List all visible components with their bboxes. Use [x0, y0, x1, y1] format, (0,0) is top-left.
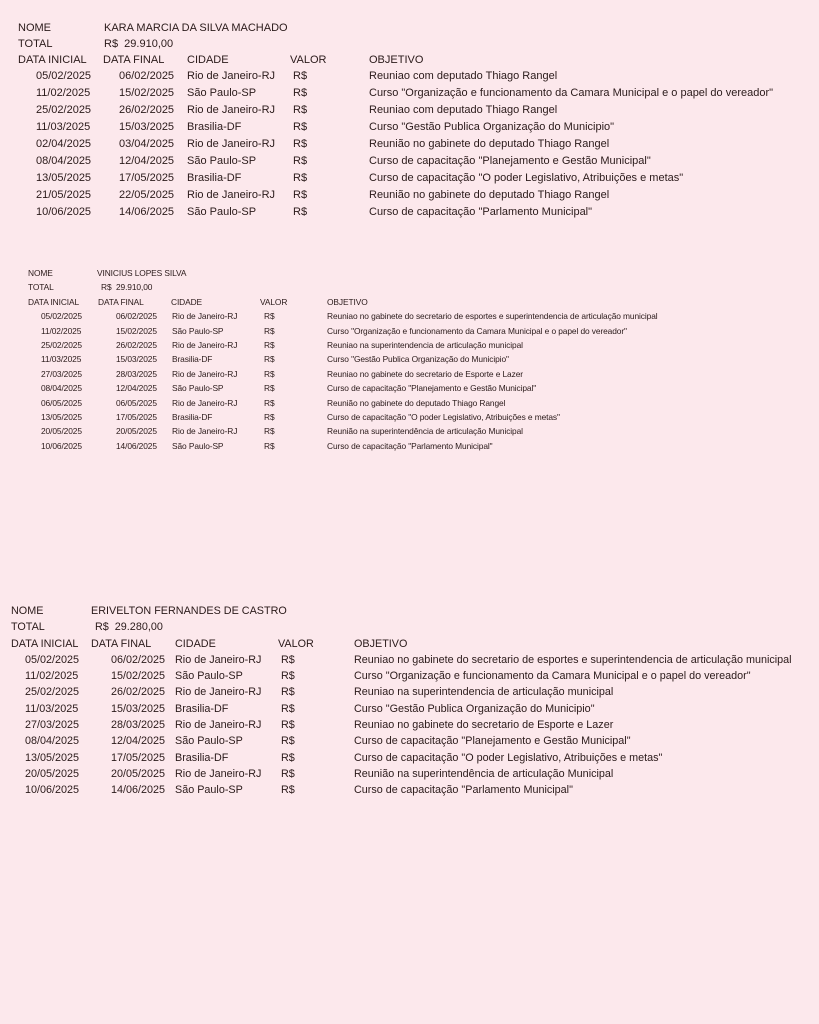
- cell-data-inicial: 05/02/2025: [36, 70, 92, 82]
- cell-data-final: 14/06/2025: [119, 206, 175, 218]
- cell-data-final: 26/02/2025: [119, 104, 175, 116]
- header-objetivo: OBJETIVO: [354, 637, 408, 650]
- cell-data-inicial: 10/06/2025: [25, 784, 80, 797]
- total-label: TOTAL: [28, 282, 54, 293]
- cell-cidade: Brasilia-DF: [172, 411, 213, 422]
- cell-data-inicial: 10/06/2025: [36, 206, 92, 218]
- cell-data-inicial: 10/06/2025: [41, 440, 82, 451]
- cell-data-inicial: 13/05/2025: [25, 751, 80, 764]
- cell-data-inicial: 20/05/2025: [41, 426, 82, 437]
- header-data-inicial: DATA INICIAL: [18, 54, 87, 66]
- cell-currency: R$: [264, 354, 275, 365]
- cell-currency: R$: [264, 339, 275, 350]
- cell-objetivo: Reunião na superintendência de articulação Municipal: [354, 767, 614, 780]
- cell-cidade: Rio de Janeiro-RJ: [172, 311, 238, 322]
- cell-currency: R$: [281, 784, 295, 797]
- name-label: NOME: [11, 605, 44, 617]
- cell-cidade: Rio de Janeiro-RJ: [172, 339, 238, 350]
- cell-cidade: Rio de Janeiro-RJ: [175, 686, 262, 699]
- header-objetivo: OBJETIVO: [369, 54, 424, 66]
- cell-data-final: 15/03/2025: [119, 121, 175, 133]
- cell-currency: R$: [264, 411, 275, 422]
- cell-data-final: 17/05/2025: [116, 411, 157, 422]
- cell-data-final: 15/03/2025: [116, 354, 157, 365]
- cell-objetivo: Curso "Gestão Publica Organização do Municipio": [327, 354, 509, 365]
- cell-objetivo: Curso de capacitação "O poder Legislativo, Atribuições e metas": [327, 411, 560, 422]
- cell-currency: R$: [264, 311, 275, 322]
- cell-data-final: 06/02/2025: [111, 653, 166, 666]
- cell-objetivo: Reunião no gabinete do deputado Thiago Rangel: [369, 138, 610, 150]
- cell-data-inicial: 11/03/2025: [36, 121, 91, 133]
- cell-data-final: 12/04/2025: [119, 155, 175, 167]
- cell-cidade: São Paulo-SP: [172, 440, 224, 451]
- cell-currency: R$: [264, 440, 275, 451]
- cell-currency: R$: [293, 172, 308, 184]
- cell-currency: R$: [293, 206, 308, 218]
- cell-data-final: 15/02/2025: [111, 670, 166, 683]
- header-data-inicial: DATA INICIAL: [28, 296, 80, 307]
- header-objetivo: OBJETIVO: [327, 296, 368, 307]
- header-data-final: DATA FINAL: [91, 637, 152, 650]
- cell-data-final: 28/03/2025: [116, 368, 157, 379]
- cell-currency: R$: [293, 87, 308, 99]
- cell-data-inicial: 27/03/2025: [25, 719, 80, 732]
- cell-currency: R$: [264, 383, 275, 394]
- cell-currency: R$: [281, 735, 295, 748]
- cell-currency: R$: [281, 767, 295, 780]
- cell-objetivo: Reunião no gabinete do deputado Thiago Rangel: [369, 189, 610, 201]
- cell-cidade: Rio de Janeiro-RJ: [187, 189, 276, 201]
- cell-currency: R$: [281, 686, 295, 699]
- cell-objetivo: Reuniao no gabinete do secretario de Esporte e Lazer: [354, 719, 614, 732]
- cell-cidade: Rio de Janeiro-RJ: [172, 397, 238, 408]
- cell-objetivo: Reuniao no gabinete do secretario de esportes e superintendencia de articulação municipal: [327, 311, 658, 322]
- cell-cidade: Brasilia-DF: [187, 172, 242, 184]
- cell-cidade: Rio de Janeiro-RJ: [175, 767, 262, 780]
- cell-currency: R$: [293, 155, 308, 167]
- header-data-final: DATA FINAL: [98, 296, 144, 307]
- cell-currency: R$: [281, 719, 295, 732]
- cell-data-final: 22/05/2025: [119, 189, 175, 201]
- cell-objetivo: Curso de capacitação "Planejamento e Gestão Municipal": [327, 383, 537, 394]
- cell-data-final: 15/02/2025: [116, 325, 157, 336]
- cell-data-inicial: 08/04/2025: [41, 383, 82, 394]
- cell-data-final: 15/03/2025: [111, 702, 166, 715]
- cell-cidade: São Paulo-SP: [175, 735, 243, 748]
- header-valor: VALOR: [260, 296, 288, 307]
- cell-data-final: 06/02/2025: [116, 311, 157, 322]
- cell-objetivo: Curso de capacitação "Planejamento e Gestão Municipal": [354, 735, 631, 748]
- cell-cidade: São Paulo-SP: [172, 383, 224, 394]
- cell-cidade: São Paulo-SP: [172, 325, 224, 336]
- cell-cidade: São Paulo-SP: [175, 670, 243, 683]
- cell-objetivo: Curso de capacitação "Parlamento Municipal": [354, 784, 573, 797]
- cell-cidade: Rio de Janeiro-RJ: [172, 426, 238, 437]
- cell-data-inicial: 11/02/2025: [41, 325, 82, 336]
- cell-objetivo: Curso de capacitação "O poder Legislativo, Atribuições e metas": [369, 172, 684, 184]
- cell-currency: R$: [281, 653, 295, 666]
- header-valor: VALOR: [278, 637, 314, 650]
- cell-cidade: Brasilia-DF: [175, 751, 229, 764]
- cell-currency: R$: [293, 121, 308, 133]
- cell-cidade: Brasilia-DF: [172, 354, 213, 365]
- cell-data-inicial: 11/02/2025: [36, 87, 91, 99]
- cell-currency: R$: [293, 104, 308, 116]
- cell-cidade: São Paulo-SP: [187, 155, 257, 167]
- cell-cidade: Rio de Janeiro-RJ: [187, 104, 276, 116]
- cell-cidade: Rio de Janeiro-RJ: [187, 70, 276, 82]
- cell-cidade: Rio de Janeiro-RJ: [175, 719, 262, 732]
- cell-data-final: 15/02/2025: [119, 87, 175, 99]
- header-data-inicial: DATA INICIAL: [11, 637, 79, 650]
- cell-data-final: 20/05/2025: [111, 767, 166, 780]
- cell-data-final: 06/05/2025: [116, 397, 157, 408]
- cell-data-inicial: 21/05/2025: [36, 189, 92, 201]
- cell-cidade: Brasilia-DF: [175, 702, 229, 715]
- cell-cidade: Rio de Janeiro-RJ: [175, 653, 262, 666]
- total-value: R$ 29.280,00: [95, 621, 163, 634]
- cell-cidade: São Paulo-SP: [187, 87, 257, 99]
- cell-data-final: 03/04/2025: [119, 138, 175, 150]
- cell-data-inicial: 13/05/2025: [41, 411, 82, 422]
- cell-objetivo: Curso "Organização e funcionamento da Camara Municipal e o papel do vereador": [369, 87, 774, 99]
- cell-cidade: Rio de Janeiro-RJ: [187, 138, 276, 150]
- cell-data-final: 26/02/2025: [116, 339, 157, 350]
- name-label: NOME: [28, 268, 53, 278]
- cell-objetivo: Reunião no gabinete do deputado Thiago Rangel: [327, 397, 506, 408]
- cell-objetivo: Curso "Gestão Publica Organização do Municipio": [369, 121, 615, 133]
- cell-objetivo: Reuniao com deputado Thiago Rangel: [369, 70, 558, 82]
- cell-data-inicial: 02/04/2025: [36, 138, 92, 150]
- cell-data-final: 14/06/2025: [116, 440, 157, 451]
- cell-objetivo: Curso de capacitação "Planejamento e Gestão Municipal": [369, 155, 651, 167]
- cell-data-inicial: 08/04/2025: [36, 155, 92, 167]
- cell-data-inicial: 25/02/2025: [25, 686, 80, 699]
- cell-cidade: Brasilia-DF: [187, 121, 242, 133]
- name-label: NOME: [18, 22, 51, 34]
- cell-currency: R$: [264, 325, 275, 336]
- total-value: R$ 29.910,00: [101, 282, 153, 293]
- cell-data-final: 14/06/2025: [111, 784, 166, 797]
- cell-data-inicial: 05/02/2025: [41, 311, 82, 322]
- cell-objetivo: Curso "Gestão Publica Organização do Municipio": [354, 702, 595, 715]
- cell-currency: R$: [264, 397, 275, 408]
- cell-data-inicial: 05/02/2025: [25, 653, 80, 666]
- cell-data-inicial: 08/04/2025: [25, 735, 80, 748]
- cell-objetivo: Reuniao na superintendencia de articulação municipal: [327, 339, 523, 350]
- cell-objetivo: Curso "Organização e funcionamento da Camara Municipal e o papel do vereador": [327, 325, 627, 336]
- cell-currency: R$: [293, 189, 308, 201]
- cell-objetivo: Reuniao na superintendencia de articulação municipal: [354, 686, 614, 699]
- header-cidade: CIDADE: [171, 296, 203, 307]
- cell-currency: R$: [264, 368, 275, 379]
- cell-currency: R$: [264, 426, 275, 437]
- cell-currency: R$: [281, 702, 295, 715]
- cell-objetivo: Curso de capacitação "O poder Legislativo, Atribuições e metas": [354, 751, 663, 764]
- cell-data-inicial: 27/03/2025: [41, 368, 82, 379]
- cell-data-final: 28/03/2025: [111, 719, 166, 732]
- header-valor: VALOR: [290, 54, 327, 66]
- total-label: TOTAL: [11, 621, 45, 634]
- header-cidade: CIDADE: [175, 637, 216, 650]
- header-data-final: DATA FINAL: [103, 54, 165, 66]
- cell-objetivo: Curso de capacitação "Parlamento Municipal": [369, 206, 593, 218]
- person-name: KARA MARCIA DA SILVA MACHADO: [104, 22, 288, 34]
- cell-cidade: São Paulo-SP: [187, 206, 257, 218]
- total-value: R$ 29.910,00: [104, 38, 174, 50]
- cell-data-final: 17/05/2025: [111, 751, 166, 764]
- person-name: VINICIUS LOPES SILVA: [97, 268, 187, 278]
- cell-data-final: 17/05/2025: [119, 172, 175, 184]
- cell-objetivo: Reunião na superintendência de articulação Municipal: [327, 426, 523, 437]
- cell-objetivo: Curso de capacitação "Parlamento Municipal": [327, 440, 493, 451]
- person-name: ERIVELTON FERNANDES DE CASTRO: [91, 605, 287, 617]
- cell-data-final: 26/02/2025: [111, 686, 166, 699]
- cell-data-inicial: 25/02/2025: [36, 104, 92, 116]
- cell-currency: R$: [281, 670, 295, 683]
- cell-data-inicial: 25/02/2025: [41, 339, 82, 350]
- cell-cidade: Rio de Janeiro-RJ: [172, 368, 238, 379]
- cell-data-final: 06/02/2025: [119, 70, 175, 82]
- cell-objetivo: Reuniao no gabinete do secretario de esportes e superintendencia de articulação municipal: [354, 653, 792, 666]
- cell-cidade: São Paulo-SP: [175, 784, 243, 797]
- header-cidade: CIDADE: [187, 54, 229, 66]
- cell-data-inicial: 20/05/2025: [25, 767, 80, 780]
- cell-data-final: 20/05/2025: [116, 426, 157, 437]
- cell-data-inicial: 11/02/2025: [25, 670, 79, 683]
- cell-currency: R$: [293, 70, 308, 82]
- cell-objetivo: Curso "Organização e funcionamento da Camara Municipal e o papel do vereador": [354, 670, 751, 683]
- cell-data-final: 12/04/2025: [111, 735, 166, 748]
- cell-data-inicial: 11/03/2025: [25, 702, 79, 715]
- cell-data-final: 12/04/2025: [116, 383, 157, 394]
- cell-objetivo: Reuniao com deputado Thiago Rangel: [369, 104, 558, 116]
- cell-currency: R$: [281, 751, 295, 764]
- cell-data-inicial: 11/03/2025: [41, 354, 82, 365]
- cell-data-inicial: 13/05/2025: [36, 172, 92, 184]
- total-label: TOTAL: [18, 38, 53, 50]
- cell-data-inicial: 06/05/2025: [41, 397, 82, 408]
- cell-currency: R$: [293, 138, 308, 150]
- cell-objetivo: Reuniao no gabinete do secretario de Esporte e Lazer: [327, 368, 523, 379]
